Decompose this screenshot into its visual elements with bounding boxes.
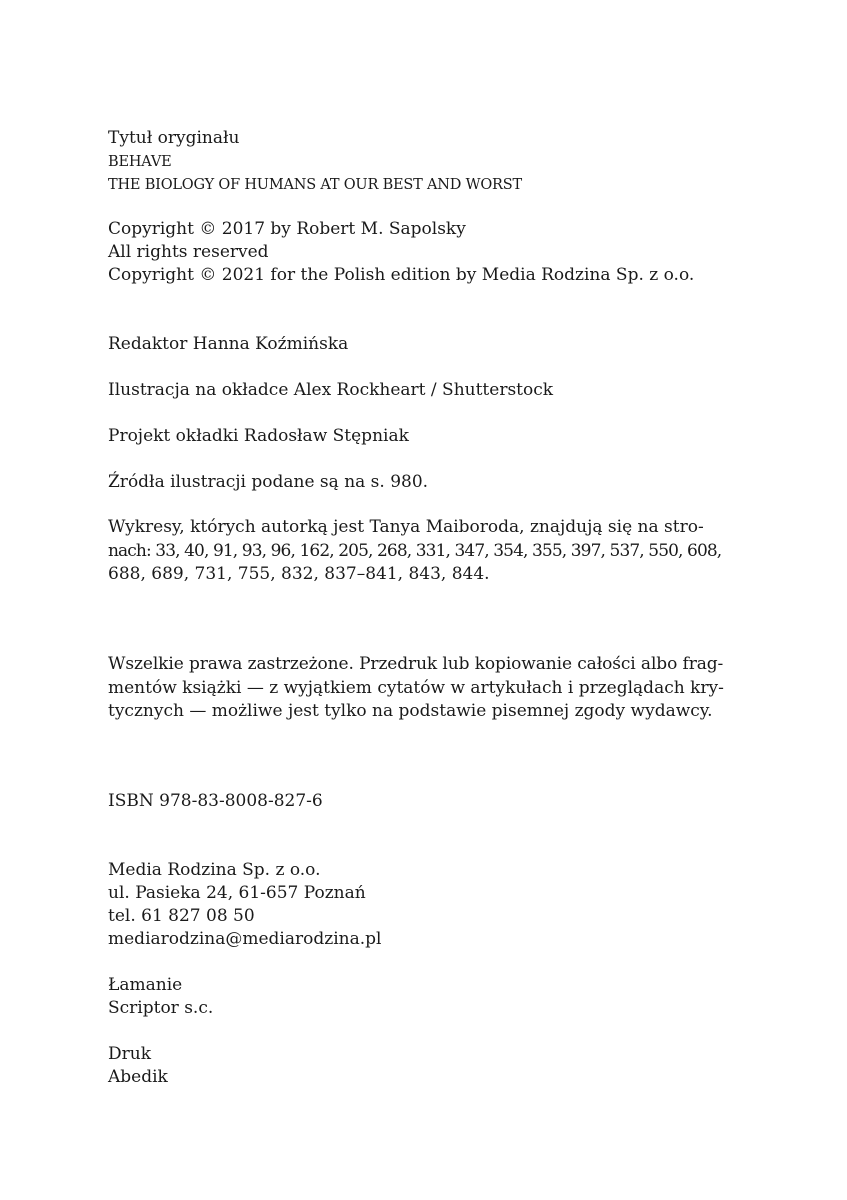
publisher-email: mediarodzina@mediarodzina.pl xyxy=(108,929,382,949)
charts-note-line: Wykresy, których autorką jest Tanya Maiboroda, znajdują się na stro- xyxy=(108,517,704,537)
rights-reserved: All rights reserved xyxy=(108,242,269,262)
charts-note-line: nach: 33, 40, 91, 93, 96, 162, 205, 268, 331, 347, 354, 355, 397, 537, 550, 608, xyxy=(108,540,722,561)
cover-design-credit: Projekt okładki Radosław Stępniak xyxy=(108,426,409,446)
printing-label: Druk xyxy=(108,1044,152,1064)
rights-note-line: Wszelkie prawa zastrzeżone. Przedruk lub kopiowanie całości albo frag- xyxy=(108,654,724,674)
editor-credit: Redaktor Hanna Koźmińska xyxy=(108,334,349,354)
rights-note-line: tycznych — możliwe jest tylko na podstawie pisemnej zgody wydawcy. xyxy=(108,701,713,721)
typesetting-label: Łamanie xyxy=(108,975,183,995)
copyright-author: Copyright © 2017 by Robert M. Sapolsky xyxy=(108,219,466,239)
rights-note-line: mentów książki — z wyjątkiem cytatów w artykułach i przeglądach kry- xyxy=(108,677,724,698)
typesetting-value: Scriptor s.c. xyxy=(108,998,214,1018)
original-title: BEHAVE xyxy=(108,154,172,170)
printing-value: Abedik xyxy=(108,1067,168,1087)
publisher-name: Media Rodzina Sp. z o.o. xyxy=(108,860,321,880)
publisher-phone: tel. 61 827 08 50 xyxy=(108,906,255,926)
publisher-address: ul. Pasieka 24, 61-657 Poznań xyxy=(108,883,366,903)
illustration-sources: Źródła ilustracji podane są na s. 980. xyxy=(108,472,429,492)
rights-note xyxy=(108,653,724,724)
cover-illustration-credit: Ilustracja na okładce Alex Rockheart / Shutterstock xyxy=(108,380,554,400)
isbn: ISBN 978-83-8008-827-6 xyxy=(108,791,323,811)
copyright-polish-edition: Copyright © 2021 for the Polish edition by Media Rodzina Sp. z o.o. xyxy=(108,265,695,285)
charts-note xyxy=(108,516,724,587)
original-subtitle: THE BIOLOGY OF HUMANS AT OUR BEST AND WORST xyxy=(108,177,522,193)
charts-note-line: 688, 689, 731, 755, 832, 837–841, 843, 844. xyxy=(108,564,490,584)
original-title-label: Tytuł oryginału xyxy=(108,128,240,148)
